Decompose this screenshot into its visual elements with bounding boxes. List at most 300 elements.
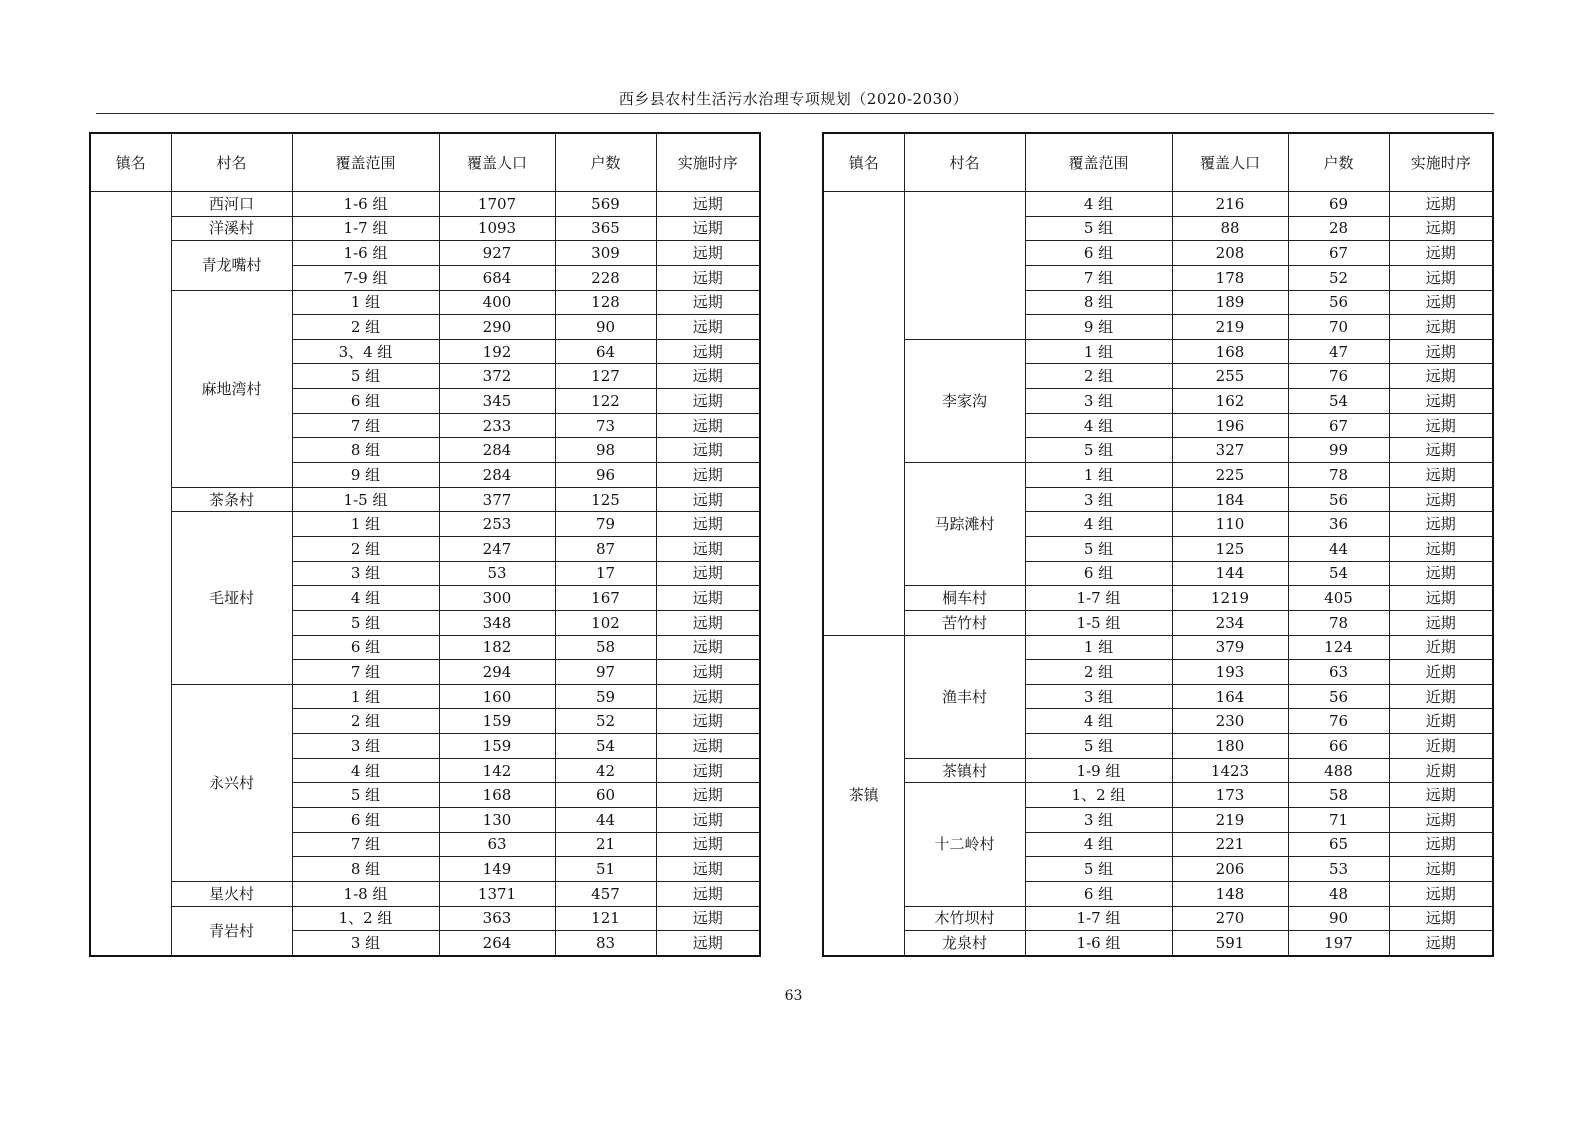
population-cell: 591 <box>1172 931 1288 956</box>
population-cell: 1423 <box>1172 758 1288 783</box>
households-cell: 76 <box>1288 709 1389 734</box>
population-cell: 144 <box>1172 561 1288 586</box>
coverage-range-cell: 1-7 组 <box>1025 906 1172 931</box>
coverage-range-cell: 5 组 <box>292 610 439 635</box>
phase-cell: 远期 <box>656 463 760 488</box>
households-cell: 83 <box>555 931 656 956</box>
households-cell: 64 <box>555 339 656 364</box>
coverage-range-cell: 4 组 <box>1025 709 1172 734</box>
page-number: 63 <box>784 988 803 1004</box>
population-cell: 160 <box>439 684 555 709</box>
coverage-range-cell: 3 组 <box>292 561 439 586</box>
coverage-range-cell: 9 组 <box>292 463 439 488</box>
households-cell: 59 <box>555 684 656 709</box>
coverage-range-cell: 1-6 组 <box>292 241 439 266</box>
phase-cell: 远期 <box>1389 413 1493 438</box>
population-cell: 221 <box>1172 832 1288 857</box>
coverage-range-cell: 1 组 <box>1025 463 1172 488</box>
phase-cell: 远期 <box>656 660 760 685</box>
phase-cell: 远期 <box>656 586 760 611</box>
population-cell: 184 <box>1172 487 1288 512</box>
households-cell: 58 <box>555 635 656 660</box>
households-cell: 51 <box>555 857 656 882</box>
households-cell: 21 <box>555 832 656 857</box>
table-row <box>90 216 760 241</box>
village-cell: 西河口 <box>171 192 292 217</box>
coverage-range-cell: 4 组 <box>1025 832 1172 857</box>
phase-cell: 近期 <box>1389 709 1493 734</box>
population-cell: 234 <box>1172 610 1288 635</box>
households-cell: 48 <box>1288 881 1389 906</box>
households-cell: 56 <box>1288 684 1389 709</box>
table-row <box>90 881 760 906</box>
households-cell: 44 <box>1288 536 1389 561</box>
coverage-range-cell: 3 组 <box>1025 389 1172 414</box>
coverage-range-cell: 7 组 <box>292 660 439 685</box>
households-cell: 42 <box>555 758 656 783</box>
households-cell: 488 <box>1288 758 1389 783</box>
coverage-range-cell: 4 组 <box>292 758 439 783</box>
population-cell: 1707 <box>439 192 555 217</box>
population-cell: 684 <box>439 265 555 290</box>
coverage-range-cell: 7 组 <box>1025 265 1172 290</box>
table-row <box>90 192 760 217</box>
population-cell: 264 <box>439 931 555 956</box>
households-cell: 54 <box>1288 561 1389 586</box>
population-cell: 162 <box>1172 389 1288 414</box>
phase-cell: 远期 <box>656 709 760 734</box>
village-cell: 桐车村 <box>904 586 1025 611</box>
coverage-range-cell: 3 组 <box>292 931 439 956</box>
households-cell: 56 <box>1288 487 1389 512</box>
village-cell: 毛垭村 <box>171 512 292 684</box>
coverage-range-cell: 4 组 <box>1025 413 1172 438</box>
coverage-range-cell: 8 组 <box>292 438 439 463</box>
village-cell: 马踪滩村 <box>904 463 1025 586</box>
coverage-range-cell: 1-9 组 <box>1025 758 1172 783</box>
population-cell: 168 <box>439 783 555 808</box>
coverage-range-cell: 3、4 组 <box>292 339 439 364</box>
households-cell: 67 <box>1288 413 1389 438</box>
households-cell: 228 <box>555 265 656 290</box>
village-cell: 青岩村 <box>171 906 292 956</box>
households-cell: 54 <box>555 734 656 759</box>
phase-cell: 远期 <box>1389 931 1493 956</box>
population-cell: 247 <box>439 536 555 561</box>
phase-cell: 远期 <box>656 931 760 956</box>
households-cell: 56 <box>1288 290 1389 315</box>
coverage-range-cell: 7 组 <box>292 413 439 438</box>
households-cell: 121 <box>555 906 656 931</box>
phase-cell: 远期 <box>1389 339 1493 364</box>
phase-cell: 远期 <box>656 906 760 931</box>
phase-cell: 远期 <box>1389 586 1493 611</box>
phase-cell: 远期 <box>1389 241 1493 266</box>
phase-cell: 近期 <box>1389 734 1493 759</box>
header-divider <box>96 113 1494 114</box>
population-cell: 206 <box>1172 857 1288 882</box>
table-row <box>823 783 1493 808</box>
population-cell: 255 <box>1172 364 1288 389</box>
phase-cell: 远期 <box>656 364 760 389</box>
households-cell: 79 <box>555 512 656 537</box>
households-cell: 69 <box>1288 192 1389 217</box>
table-row <box>823 463 1493 488</box>
population-cell: 253 <box>439 512 555 537</box>
phase-cell: 远期 <box>656 758 760 783</box>
phase-cell: 远期 <box>656 808 760 833</box>
households-cell: 67 <box>1288 241 1389 266</box>
coverage-range-cell: 3 组 <box>292 734 439 759</box>
village-cell: 十二岭村 <box>904 783 1025 906</box>
population-cell: 372 <box>439 364 555 389</box>
phase-cell: 远期 <box>656 413 760 438</box>
coverage-range-cell: 1、2 组 <box>292 906 439 931</box>
village-cell: 苦竹村 <box>904 610 1025 635</box>
coverage-range-cell: 5 组 <box>1025 216 1172 241</box>
village-cell <box>904 192 1025 340</box>
population-cell: 192 <box>439 339 555 364</box>
coverage-range-cell: 1 组 <box>292 290 439 315</box>
phase-cell: 远期 <box>1389 315 1493 340</box>
households-cell: 122 <box>555 389 656 414</box>
phase-cell: 远期 <box>656 216 760 241</box>
population-cell: 196 <box>1172 413 1288 438</box>
phase-cell: 远期 <box>656 487 760 512</box>
phase-cell: 远期 <box>656 561 760 586</box>
table-row <box>90 290 760 315</box>
households-cell: 309 <box>555 241 656 266</box>
phase-cell: 远期 <box>656 512 760 537</box>
population-cell: 1219 <box>1172 586 1288 611</box>
coverage-range-cell: 1-5 组 <box>1025 610 1172 635</box>
table-row <box>823 931 1493 956</box>
village-cell: 星火村 <box>171 881 292 906</box>
coverage-range-cell: 3 组 <box>1025 684 1172 709</box>
phase-cell: 远期 <box>656 192 760 217</box>
households-cell: 99 <box>1288 438 1389 463</box>
coverage-range-cell: 1、2 组 <box>1025 783 1172 808</box>
coverage-range-cell: 4 组 <box>1025 192 1172 217</box>
phase-cell: 远期 <box>1389 808 1493 833</box>
village-cell: 木竹坝村 <box>904 906 1025 931</box>
coverage-range-cell: 5 组 <box>1025 734 1172 759</box>
coverage-range-cell: 3 组 <box>1025 808 1172 833</box>
households-cell: 65 <box>1288 832 1389 857</box>
town-cell: 茶镇 <box>823 635 904 956</box>
table-row <box>823 758 1493 783</box>
coverage-range-cell: 6 组 <box>1025 881 1172 906</box>
coverage-range-cell: 1-6 组 <box>1025 931 1172 956</box>
population-cell: 363 <box>439 906 555 931</box>
coverage-range-cell: 1-7 组 <box>1025 586 1172 611</box>
coverage-range-cell: 6 组 <box>292 808 439 833</box>
phase-cell: 近期 <box>1389 635 1493 660</box>
households-cell: 457 <box>555 881 656 906</box>
population-cell: 1371 <box>439 881 555 906</box>
population-cell: 63 <box>439 832 555 857</box>
col-header-village: 村名 <box>171 133 292 192</box>
population-cell: 110 <box>1172 512 1288 537</box>
village-cell: 龙泉村 <box>904 931 1025 956</box>
coverage-range-cell: 5 组 <box>292 783 439 808</box>
population-cell: 149 <box>439 857 555 882</box>
col-header-households: 户数 <box>555 133 656 192</box>
households-cell: 98 <box>555 438 656 463</box>
village-cell: 青龙嘴村 <box>171 241 292 290</box>
population-cell: 219 <box>1172 808 1288 833</box>
coverage-range-cell: 2 组 <box>1025 660 1172 685</box>
phase-cell: 远期 <box>656 832 760 857</box>
population-cell: 233 <box>439 413 555 438</box>
phase-cell: 远期 <box>656 241 760 266</box>
households-cell: 60 <box>555 783 656 808</box>
village-cell: 永兴村 <box>171 684 292 881</box>
households-cell: 53 <box>1288 857 1389 882</box>
households-cell: 197 <box>1288 931 1389 956</box>
population-cell: 208 <box>1172 241 1288 266</box>
households-cell: 66 <box>1288 734 1389 759</box>
population-cell: 284 <box>439 438 555 463</box>
households-cell: 17 <box>555 561 656 586</box>
population-cell: 159 <box>439 734 555 759</box>
population-cell: 168 <box>1172 339 1288 364</box>
coverage-range-cell: 5 组 <box>1025 536 1172 561</box>
households-cell: 63 <box>1288 660 1389 685</box>
phase-cell: 远期 <box>1389 881 1493 906</box>
phase-cell: 远期 <box>656 881 760 906</box>
phase-cell: 远期 <box>1389 364 1493 389</box>
population-cell: 125 <box>1172 536 1288 561</box>
phase-cell: 远期 <box>1389 290 1493 315</box>
table-row <box>823 586 1493 611</box>
population-cell: 53 <box>439 561 555 586</box>
phase-cell: 远期 <box>1389 487 1493 512</box>
coverage-range-cell: 1 组 <box>292 684 439 709</box>
table-row <box>823 635 1493 660</box>
village-cell: 渔丰村 <box>904 635 1025 758</box>
table-row <box>90 241 760 266</box>
coverage-range-cell: 2 组 <box>292 709 439 734</box>
population-cell: 379 <box>1172 635 1288 660</box>
col-header-population: 覆盖人口 <box>1172 133 1288 192</box>
population-cell: 178 <box>1172 265 1288 290</box>
households-cell: 124 <box>1288 635 1389 660</box>
population-cell: 284 <box>439 463 555 488</box>
document-header-title: 西乡县农村生活污水治理专项规划（2020-2030） <box>618 90 969 108</box>
population-cell: 148 <box>1172 881 1288 906</box>
phase-cell: 远期 <box>656 438 760 463</box>
population-cell: 225 <box>1172 463 1288 488</box>
table-row <box>823 339 1493 364</box>
phase-cell: 远期 <box>1389 512 1493 537</box>
village-cell: 李家沟 <box>904 339 1025 462</box>
households-cell: 90 <box>555 315 656 340</box>
table-header-row <box>823 133 1493 192</box>
table-row <box>90 487 760 512</box>
population-cell: 377 <box>439 487 555 512</box>
population-cell: 294 <box>439 660 555 685</box>
coverage-range-cell: 4 组 <box>1025 512 1172 537</box>
coverage-range-cell: 1 组 <box>292 512 439 537</box>
households-cell: 44 <box>555 808 656 833</box>
households-cell: 52 <box>1288 265 1389 290</box>
population-cell: 164 <box>1172 684 1288 709</box>
households-cell: 569 <box>555 192 656 217</box>
coverage-range-cell: 8 组 <box>1025 290 1172 315</box>
phase-cell: 远期 <box>1389 216 1493 241</box>
phase-cell: 远期 <box>1389 610 1493 635</box>
phase-cell: 近期 <box>1389 758 1493 783</box>
population-cell: 142 <box>439 758 555 783</box>
col-header-phase: 实施时序 <box>656 133 760 192</box>
coverage-range-cell: 5 组 <box>1025 438 1172 463</box>
table-row <box>823 610 1493 635</box>
population-cell: 927 <box>439 241 555 266</box>
population-cell: 400 <box>439 290 555 315</box>
coverage-range-cell: 1-8 组 <box>292 881 439 906</box>
town-cell <box>90 192 171 956</box>
col-header-town: 镇名 <box>823 133 904 192</box>
households-cell: 73 <box>555 413 656 438</box>
coverage-range-cell: 2 组 <box>1025 364 1172 389</box>
households-cell: 127 <box>555 364 656 389</box>
households-cell: 97 <box>555 660 656 685</box>
population-cell: 345 <box>439 389 555 414</box>
coverage-range-cell: 9 组 <box>1025 315 1172 340</box>
coverage-range-cell: 2 组 <box>292 536 439 561</box>
households-cell: 58 <box>1288 783 1389 808</box>
population-cell: 173 <box>1172 783 1288 808</box>
population-cell: 300 <box>439 586 555 611</box>
village-cell: 茶条村 <box>171 487 292 512</box>
population-cell: 216 <box>1172 192 1288 217</box>
population-cell: 219 <box>1172 315 1288 340</box>
population-cell: 193 <box>1172 660 1288 685</box>
phase-cell: 远期 <box>1389 561 1493 586</box>
households-cell: 87 <box>555 536 656 561</box>
coverage-range-cell: 7 组 <box>292 832 439 857</box>
coverage-range-cell: 2 组 <box>292 315 439 340</box>
table-row <box>90 684 760 709</box>
coverage-range-cell: 3 组 <box>1025 487 1172 512</box>
phase-cell: 远期 <box>1389 536 1493 561</box>
col-header-population: 覆盖人口 <box>439 133 555 192</box>
phase-cell: 远期 <box>1389 192 1493 217</box>
population-cell: 182 <box>439 635 555 660</box>
village-cell: 麻地湾村 <box>171 290 292 487</box>
population-cell: 130 <box>439 808 555 833</box>
households-cell: 405 <box>1288 586 1389 611</box>
coverage-range-cell: 1-7 组 <box>292 216 439 241</box>
phase-cell: 远期 <box>656 857 760 882</box>
households-cell: 76 <box>1288 364 1389 389</box>
col-header-phase: 实施时序 <box>1389 133 1493 192</box>
phase-cell: 远期 <box>656 389 760 414</box>
households-cell: 70 <box>1288 315 1389 340</box>
population-cell: 348 <box>439 610 555 635</box>
population-cell: 230 <box>1172 709 1288 734</box>
phase-cell: 远期 <box>1389 438 1493 463</box>
population-cell: 270 <box>1172 906 1288 931</box>
phase-cell: 远期 <box>1389 389 1493 414</box>
coverage-range-cell: 8 组 <box>292 857 439 882</box>
coverage-range-cell: 6 组 <box>1025 241 1172 266</box>
table-row <box>823 906 1493 931</box>
phase-cell: 远期 <box>1389 832 1493 857</box>
phase-cell: 远期 <box>656 339 760 364</box>
village-cell: 茶镇村 <box>904 758 1025 783</box>
phase-cell: 远期 <box>1389 857 1493 882</box>
households-cell: 36 <box>1288 512 1389 537</box>
village-cell: 洋溪村 <box>171 216 292 241</box>
coverage-range-cell: 1 组 <box>1025 339 1172 364</box>
table-row <box>823 192 1493 217</box>
coverage-range-cell: 6 组 <box>292 635 439 660</box>
households-cell: 128 <box>555 290 656 315</box>
population-cell: 88 <box>1172 216 1288 241</box>
phase-cell: 远期 <box>656 635 760 660</box>
households-cell: 78 <box>1288 610 1389 635</box>
phase-cell: 近期 <box>1389 684 1493 709</box>
col-header-range: 覆盖范围 <box>1025 133 1172 192</box>
town-cell <box>823 192 904 636</box>
population-cell: 327 <box>1172 438 1288 463</box>
coverage-range-cell: 1 组 <box>1025 635 1172 660</box>
phase-cell: 远期 <box>656 290 760 315</box>
households-cell: 167 <box>555 586 656 611</box>
households-cell: 78 <box>1288 463 1389 488</box>
col-header-village: 村名 <box>904 133 1025 192</box>
col-header-range: 覆盖范围 <box>292 133 439 192</box>
phase-cell: 远期 <box>1389 463 1493 488</box>
col-header-town: 镇名 <box>90 133 171 192</box>
right-data-table <box>822 132 1494 957</box>
households-cell: 365 <box>555 216 656 241</box>
households-cell: 54 <box>1288 389 1389 414</box>
phase-cell: 远期 <box>1389 783 1493 808</box>
phase-cell: 远期 <box>1389 906 1493 931</box>
phase-cell: 远期 <box>1389 265 1493 290</box>
phase-cell: 远期 <box>656 610 760 635</box>
coverage-range-cell: 5 组 <box>1025 857 1172 882</box>
table-row <box>90 906 760 931</box>
households-cell: 96 <box>555 463 656 488</box>
phase-cell: 远期 <box>656 734 760 759</box>
population-cell: 290 <box>439 315 555 340</box>
households-cell: 47 <box>1288 339 1389 364</box>
phase-cell: 近期 <box>1389 660 1493 685</box>
households-cell: 90 <box>1288 906 1389 931</box>
col-header-households: 户数 <box>1288 133 1389 192</box>
phase-cell: 远期 <box>656 536 760 561</box>
population-cell: 1093 <box>439 216 555 241</box>
coverage-range-cell: 6 组 <box>292 389 439 414</box>
households-cell: 28 <box>1288 216 1389 241</box>
phase-cell: 远期 <box>656 265 760 290</box>
households-cell: 52 <box>555 709 656 734</box>
households-cell: 71 <box>1288 808 1389 833</box>
households-cell: 125 <box>555 487 656 512</box>
coverage-range-cell: 1-6 组 <box>292 192 439 217</box>
phase-cell: 远期 <box>656 684 760 709</box>
phase-cell: 远期 <box>656 315 760 340</box>
coverage-range-cell: 6 组 <box>1025 561 1172 586</box>
table-header-row <box>90 133 760 192</box>
coverage-range-cell: 5 组 <box>292 364 439 389</box>
population-cell: 189 <box>1172 290 1288 315</box>
table-row <box>90 512 760 537</box>
